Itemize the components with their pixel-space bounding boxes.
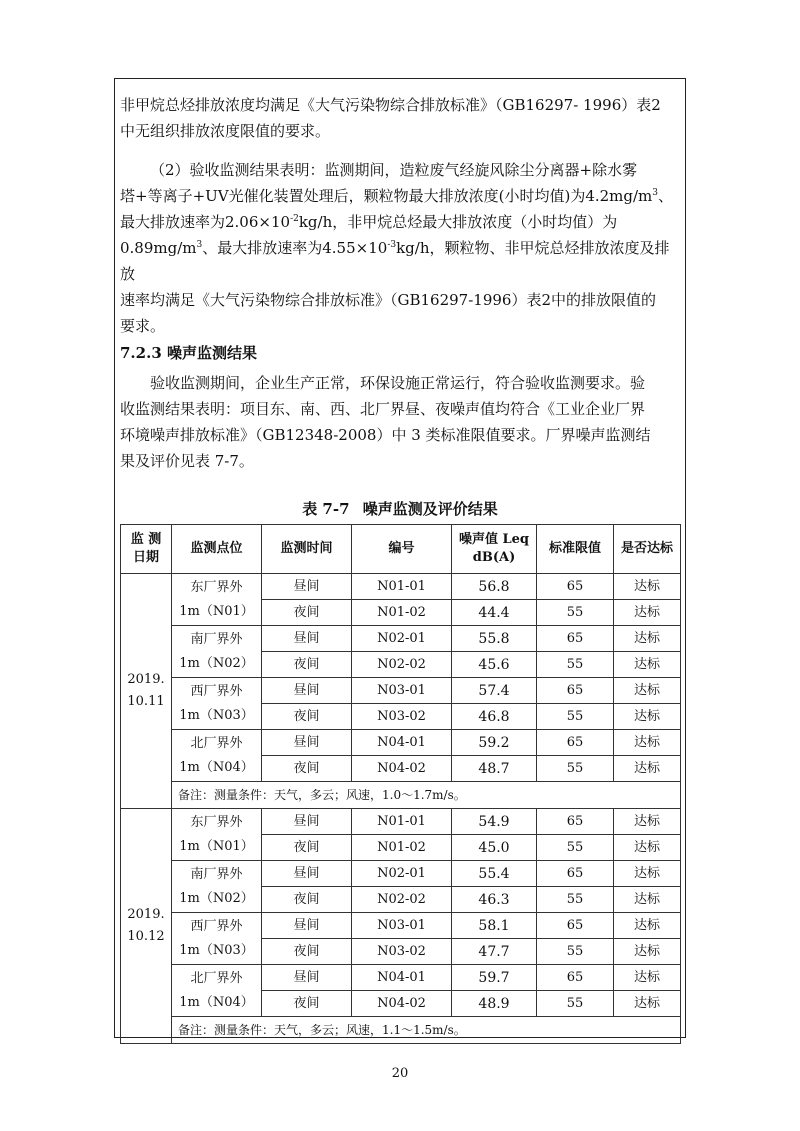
para2-line3-end: kg/h，非甲烷总烃最大排放浓度（小时均值）为: [298, 213, 618, 231]
code-cell: N02-02: [352, 887, 452, 913]
table-title: 噪声监测及评价结果: [362, 500, 498, 518]
date-cell: 2019. 10.11: [121, 574, 172, 809]
time-cell: 昼间: [262, 574, 352, 600]
compliance-cell: 达标: [614, 756, 681, 782]
para3-line3: 环境噪声排放标准》（GB12348-2008）中 3 类标准限值要求。厂界噪声监测结: [120, 426, 651, 444]
table-header-row: [121, 525, 681, 574]
time-cell: 昼间: [262, 809, 352, 835]
compliance-cell: 达标: [614, 809, 681, 835]
compliance-cell: 达标: [614, 678, 681, 704]
note-row: [121, 782, 681, 809]
compliance-cell: 达标: [614, 835, 681, 861]
value-cell: 59.7: [452, 965, 537, 991]
table-row: [121, 913, 681, 939]
time-cell: 昼间: [262, 678, 352, 704]
noise-results-table: [120, 524, 681, 1044]
point-cell: 东厂界外 1m（N01）: [172, 574, 262, 626]
table-row: [121, 965, 681, 991]
limit-cell: 65: [537, 626, 614, 652]
limit-cell: 55: [537, 756, 614, 782]
header-code: 编号: [352, 525, 452, 574]
time-cell: 夜间: [262, 991, 352, 1017]
limit-cell: 65: [537, 965, 614, 991]
table-row: [121, 730, 681, 756]
compliance-cell: 达标: [614, 991, 681, 1017]
header-time: 监测时间: [262, 525, 352, 574]
compliance-cell: 达标: [614, 913, 681, 939]
compliance-cell: 达标: [614, 626, 681, 652]
compliance-cell: 达标: [614, 730, 681, 756]
section-heading: 7.2.3 噪声监测结果: [120, 344, 257, 362]
code-cell: N03-01: [352, 678, 452, 704]
compliance-cell: 达标: [614, 939, 681, 965]
limit-cell: 55: [537, 652, 614, 678]
time-cell: 夜间: [262, 600, 352, 626]
para1-line2: 中无组织排放浓度限值的要求。: [120, 122, 331, 140]
table-body: [121, 574, 681, 1044]
limit-cell: 65: [537, 913, 614, 939]
limit-cell: 65: [537, 809, 614, 835]
code-cell: N01-02: [352, 600, 452, 626]
para2-line4-end: kg/h，颗粒物、非甲烷总烃排放浓度及排放: [120, 239, 670, 283]
note-cell: 备注：测量条件：天气，多云；风速，1.1～1.5m/s。: [172, 1017, 681, 1044]
code-cell: N02-01: [352, 861, 452, 887]
code-cell: N01-01: [352, 809, 452, 835]
limit-cell: 65: [537, 678, 614, 704]
value-cell: 46.8: [452, 704, 537, 730]
time-cell: 昼间: [262, 730, 352, 756]
point-cell: 南厂界外 1m（N02）: [172, 861, 262, 913]
point-cell: 东厂界外 1m（N01）: [172, 809, 262, 861]
code-cell: N03-01: [352, 913, 452, 939]
header-point: 监测点位: [172, 525, 262, 574]
superscript: 3: [196, 240, 203, 250]
table-row: [121, 861, 681, 887]
table-row: [121, 574, 681, 600]
code-cell: N02-01: [352, 626, 452, 652]
superscript: -3: [387, 240, 397, 250]
para2-line6: 要求。: [120, 317, 166, 335]
paragraph-1: [120, 92, 680, 144]
header-compliance: 是否达标: [614, 525, 681, 574]
paragraph-3: [120, 370, 680, 474]
code-cell: N03-02: [352, 704, 452, 730]
table-row: [121, 678, 681, 704]
limit-cell: 55: [537, 887, 614, 913]
value-cell: 45.0: [452, 835, 537, 861]
compliance-cell: 达标: [614, 574, 681, 600]
time-cell: 夜间: [262, 756, 352, 782]
header-limit: 标准限值: [537, 525, 614, 574]
time-cell: 夜间: [262, 835, 352, 861]
value-cell: 58.1: [452, 913, 537, 939]
point-cell: 北厂界外 1m（N04）: [172, 965, 262, 1017]
value-cell: 46.3: [452, 887, 537, 913]
code-cell: N02-02: [352, 652, 452, 678]
table-number: 表 7-7: [302, 500, 350, 518]
code-cell: N04-01: [352, 965, 452, 991]
point-cell: 西厂界外 1m（N03）: [172, 678, 262, 730]
para2-line5: 速率均满足《大气污染物综合排放标准》（GB16297-1996）表2中的排放限值的: [120, 291, 657, 309]
para3-line2: 收监测结果表明：项目东、南、西、北厂界昼、夜噪声值均符合《工业企业厂界: [120, 400, 646, 418]
table-row: [121, 626, 681, 652]
paragraph-2: [120, 157, 680, 339]
code-cell: N01-01: [352, 574, 452, 600]
date-cell: 2019. 10.12: [121, 809, 172, 1044]
superscript: -2: [290, 214, 299, 224]
limit-cell: 65: [537, 861, 614, 887]
value-cell: 55.4: [452, 861, 537, 887]
para2-line2: 塔+等离子+UV光催化装置处理后，颗粒物最大排放浓度(小时均值)为4.2mg/m: [120, 187, 653, 205]
limit-cell: 55: [537, 835, 614, 861]
header-date: 监 测 日期: [121, 525, 172, 574]
time-cell: 昼间: [262, 965, 352, 991]
value-cell: 48.7: [452, 756, 537, 782]
header-value: 噪声值 Leq dB(A): [452, 525, 537, 574]
limit-cell: 55: [537, 991, 614, 1017]
para3-line1: 验收监测期间，企业生产正常，环保设施正常运行，符合验收监测要求。验: [150, 374, 646, 392]
limit-cell: 65: [537, 574, 614, 600]
para2-line3: 最大排放速率为2.06×10: [120, 213, 291, 231]
value-cell: 59.2: [452, 730, 537, 756]
value-cell: 45.6: [452, 652, 537, 678]
code-cell: N01-02: [352, 835, 452, 861]
point-cell: 西厂界外 1m（N03）: [172, 913, 262, 965]
code-cell: N04-01: [352, 730, 452, 756]
para2-line1: （2）验收监测结果表明：监测期间，造粒废气经旋风除尘分离器+除水雾: [150, 161, 638, 179]
code-cell: N04-02: [352, 756, 452, 782]
value-cell: 48.9: [452, 991, 537, 1017]
value-cell: 57.4: [452, 678, 537, 704]
para2-line4-mid: 、最大排放速率为4.55×10: [202, 239, 388, 257]
point-cell: 南厂界外 1m（N02）: [172, 626, 262, 678]
superscript: 3: [652, 188, 659, 198]
page-number: 20: [391, 1066, 409, 1081]
time-cell: 夜间: [262, 704, 352, 730]
value-cell: 55.8: [452, 626, 537, 652]
value-cell: 44.4: [452, 600, 537, 626]
point-cell: 北厂界外 1m（N04）: [172, 730, 262, 782]
limit-cell: 55: [537, 939, 614, 965]
compliance-cell: 达标: [614, 861, 681, 887]
time-cell: 夜间: [262, 652, 352, 678]
table-caption: [0, 498, 800, 519]
compliance-cell: 达标: [614, 965, 681, 991]
time-cell: 夜间: [262, 939, 352, 965]
code-cell: N04-02: [352, 991, 452, 1017]
note-cell: 备注：测量条件：天气，多云；风速，1.0～1.7m/s。: [172, 782, 681, 809]
time-cell: 夜间: [262, 887, 352, 913]
value-cell: 47.7: [452, 939, 537, 965]
time-cell: 昼间: [262, 626, 352, 652]
para3-line4: 果及评价见表 7-7。: [120, 452, 254, 470]
para2-line2-end: 、: [658, 187, 674, 205]
compliance-cell: 达标: [614, 704, 681, 730]
compliance-cell: 达标: [614, 600, 681, 626]
para2-line4: 0.89mg/m: [120, 239, 197, 257]
code-cell: N03-02: [352, 939, 452, 965]
time-cell: 昼间: [262, 913, 352, 939]
note-row: [121, 1017, 681, 1044]
limit-cell: 55: [537, 704, 614, 730]
compliance-cell: 达标: [614, 652, 681, 678]
para1-line1: 非甲烷总烃排放浓度均满足《大气污染物综合排放标准》（GB16297- 1996）表2: [120, 96, 661, 114]
time-cell: 昼间: [262, 861, 352, 887]
table-row: [121, 809, 681, 835]
compliance-cell: 达标: [614, 887, 681, 913]
limit-cell: 55: [537, 600, 614, 626]
limit-cell: 65: [537, 730, 614, 756]
value-cell: 56.8: [452, 574, 537, 600]
value-cell: 54.9: [452, 809, 537, 835]
